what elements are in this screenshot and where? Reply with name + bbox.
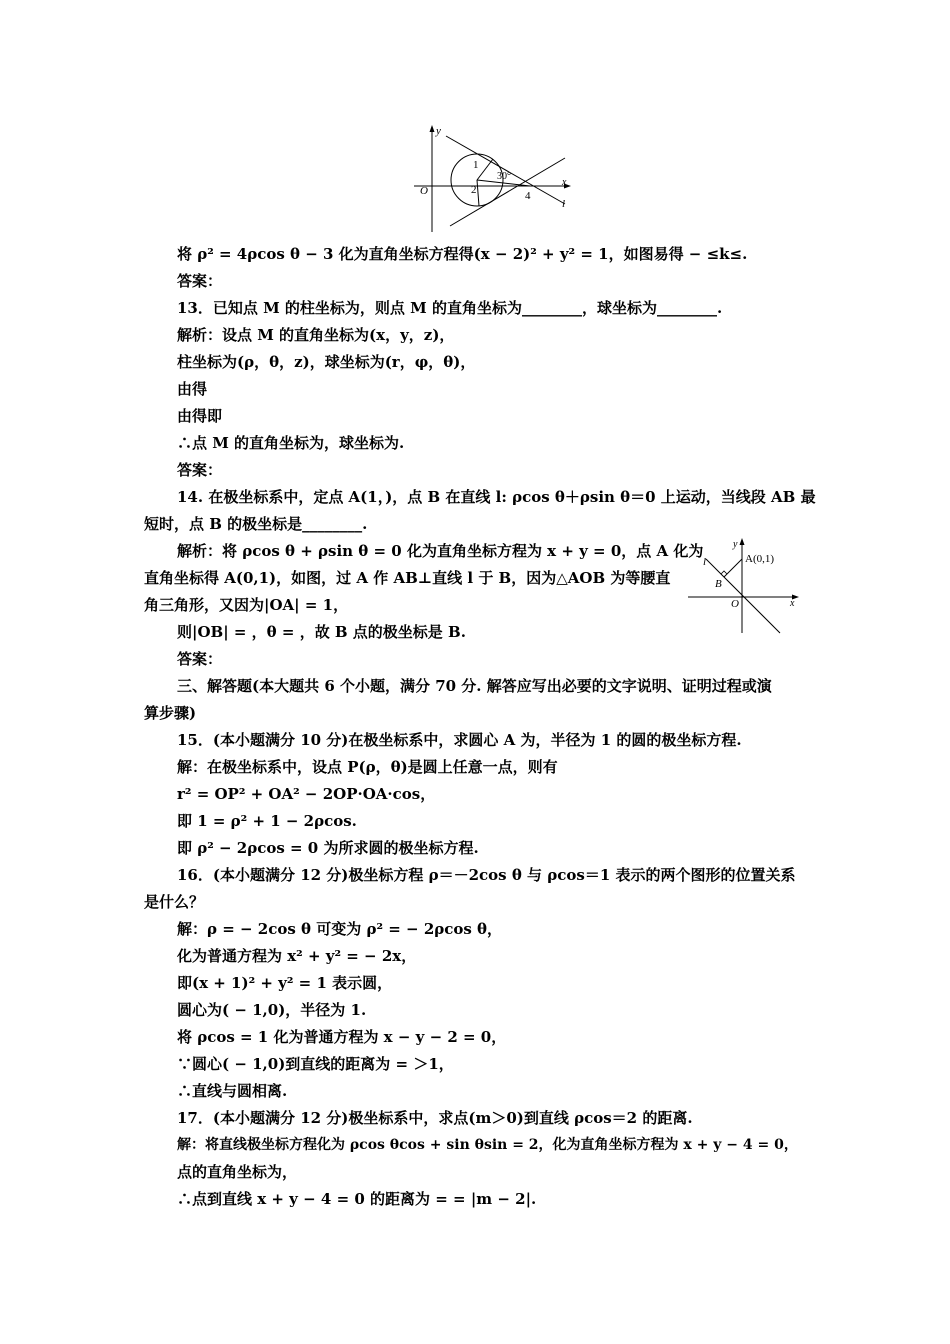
label-2: 2 bbox=[471, 184, 477, 196]
text-line: 即(x + 1)² + y² = 1 表示圆， bbox=[177, 974, 393, 992]
text-line: 解：ρ = − 2cos θ 可变为 ρ² = − 2ρcos θ， bbox=[177, 920, 503, 938]
segment-ab bbox=[724, 559, 742, 577]
text-line: ∵圆心( − 1,0)到直线的距离为 = ＞1， bbox=[177, 1055, 454, 1073]
answer-label: 答案： bbox=[177, 461, 223, 479]
text-line: ∴直线与圆相离. bbox=[177, 1082, 288, 1100]
text-line: ∴点到直线 x + y − 4 = 0 的距离为 = = |m − 2|. bbox=[177, 1190, 537, 1208]
x-axis-label: x bbox=[562, 177, 567, 188]
y-axis-arrow bbox=[430, 125, 435, 132]
text-line: 由得即 bbox=[177, 407, 223, 425]
figure-circle-tangents bbox=[410, 122, 580, 236]
point-a-label: A(0,1) bbox=[745, 553, 775, 565]
text-line: 解：在极坐标系中，设点 P(ρ，θ)是圆上任意一点，则有 bbox=[177, 758, 558, 776]
y-axis-label: y bbox=[733, 539, 738, 550]
y-axis-arrow bbox=[740, 538, 745, 545]
text-line: 短时，点 B 的极坐标是________. bbox=[144, 515, 368, 533]
text-line: 化为普通方程为 x² + y² = − 2x， bbox=[177, 947, 417, 965]
y-axis-label: y bbox=[436, 125, 441, 137]
origin-label: O bbox=[731, 598, 739, 610]
text-line: 直角坐标得 A(0,1)，如图，过 A 作 AB⊥直线 l 于 B，因为△AOB 为等腰直 bbox=[144, 569, 671, 587]
radius-2 bbox=[477, 180, 479, 206]
text-line: 解析：设点 M 的直角坐标为(x，y，z)， bbox=[177, 326, 455, 344]
x-axis-label: x bbox=[790, 598, 795, 609]
text-line: 是什么？ bbox=[144, 893, 205, 911]
text-line: 角三角形，又因为|OA| = 1， bbox=[144, 596, 349, 614]
label-4: 4 bbox=[525, 190, 531, 202]
text-line: 解：将直线极坐标方程化为 ρcos θcos + sin θsin = 2，化为直角坐标方程为 x + y − 4 = 0， bbox=[177, 1137, 798, 1153]
text-line: 点的直角坐标为， bbox=[177, 1163, 298, 1181]
question-16: 16．(本小题满分 12 分)极坐标方程 ρ＝－2cos θ 与 ρcos＝1 表示的两个图形的位置关系 bbox=[177, 866, 796, 884]
right-angle-mark bbox=[721, 571, 727, 574]
line-l-label: l bbox=[703, 556, 707, 568]
tangent-lower bbox=[450, 158, 565, 226]
text-line: 则|OB| = ，θ = ，故 B 点的极坐标是 B. bbox=[177, 623, 466, 641]
question-14: 14. 在极坐标系中，定点 A(1，)，点 B 在直线 l: ρcos θ＋ρsin θ＝0 上运动，当线段 AB 最 bbox=[177, 488, 816, 506]
text-line: 即 ρ² − 2ρcos = 0 为所求圆的极坐标方程. bbox=[177, 839, 479, 857]
text-line: 即 1 = ρ² + 1 − 2ρcos. bbox=[177, 812, 357, 830]
radius-1 bbox=[477, 159, 493, 180]
answer-label: 答案： bbox=[177, 272, 223, 290]
text-line: 算步骤) bbox=[144, 704, 197, 722]
text-line: 将 ρ² = 4ρcos θ − 3 化为直角坐标方程得(x − 2)² + y² = 1，如图易得 − ≤k≤. bbox=[177, 245, 748, 263]
line-l bbox=[706, 559, 780, 633]
tangent-upper bbox=[446, 136, 565, 204]
label-1: 1 bbox=[473, 159, 479, 171]
origin-label: O bbox=[420, 185, 428, 197]
line-label: l bbox=[562, 198, 566, 210]
question-17: 17．(本小题满分 12 分)极坐标系中，求点(m＞0)到直线 ρcos＝2 的距离. bbox=[177, 1109, 693, 1127]
angle-label: 30° bbox=[497, 171, 511, 182]
text-line: ∴点 M 的直角坐标为，球坐标为. bbox=[177, 434, 405, 452]
text-line: 由得 bbox=[177, 380, 208, 398]
section-heading: 三、解答题(本大题共 6 个小题，满分 70 分. 解答应写出必要的文字说明、证明过程或演 bbox=[177, 677, 772, 695]
text-line: 圆心为( − 1,0)，半径为 1. bbox=[177, 1001, 367, 1019]
point-b-label: B bbox=[715, 578, 722, 590]
question-15: 15．(本小题满分 10 分)在极坐标系中，求圆心 A 为，半径为 1 的圆的极坐标方程. bbox=[177, 731, 742, 749]
text-line: r² = OP² + OA² − 2OP·OA·cos， bbox=[177, 785, 436, 803]
text-line: 解析：将 ρcos θ + ρsin θ = 0 化为直角坐标方程为 x + y = 0，点 A 化为 bbox=[177, 542, 704, 560]
question-13: 13．已知点 M 的柱坐标为，则点 M 的直角坐标为________，球坐标为________. bbox=[177, 299, 723, 317]
text-line: 将 ρcos = 1 化为普通方程为 x − y − 2 = 0， bbox=[177, 1028, 507, 1046]
answer-label: 答案： bbox=[177, 650, 223, 668]
text-line: 柱坐标为(ρ，θ，z)，球坐标为(r，φ，θ)， bbox=[177, 353, 476, 371]
